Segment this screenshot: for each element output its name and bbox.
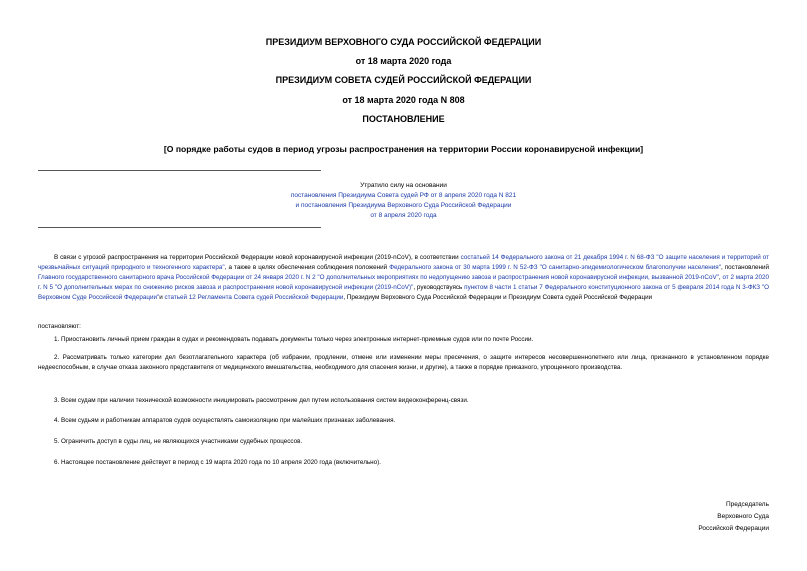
preamble-paragraph — [38, 253, 769, 303]
repeal-note-line: Утратило силу на основании — [360, 182, 447, 189]
signature-line: Верховного Суда — [717, 513, 769, 520]
law-link-52fz[interactable]: Федерального закона от 30 марта 1999 г. N 52-ФЗ "О санитарно-эпидемиологическом благополучии населения" — [389, 264, 721, 271]
repeal-link-council-decree[interactable]: постановления Президиума Совета судей РФ от 8 апреля 2020 года N 821 — [290, 192, 517, 199]
date-heading-1: от 18 марта 2020 года — [355, 56, 452, 66]
repeal-link-date[interactable]: от 8 апреля 2020 года — [370, 212, 437, 219]
signature-line: Российской Федерации — [698, 525, 769, 532]
decree-item-5: 5. Ограничить доступ в суды лиц, не являющихся участниками судебных процессов. — [54, 438, 303, 445]
preamble-text: и — [159, 294, 165, 301]
document-title: [О порядке работы судов в период угрозы распространения на территории России коронавирусной инфекции] — [163, 144, 644, 154]
law-link-sanitary-decree-2[interactable]: Главного государственного санитарного врача Российской Федерации от 24 января 2020 г. N 2 "О дополнительных мероприятиях по недопущению завоза и распространения новой коронавирусной инфекции, вызванной 2019-nCoV" — [38, 274, 719, 281]
decree-item-2: 2. Рассматривать только категории дел безотлагательного характера (об избрании, продлении, отмене или изменении меры пресечения, о защите интересов несовершеннолетнего или лица, признанного в установленном порядке недееспособным, в случае отказа законного представителя от медицинского вмешательства, необходимого для спасения жизни, и другие), а также в порядке приказного, упрощенного производства. — [38, 354, 769, 371]
preamble-text: , — [718, 274, 723, 281]
repeal-link-supreme-court-decree[interactable]: и постановления Президиума Верховного Суда Российской Федерации — [295, 202, 512, 209]
decree-item-1: 1. Приостановить личный прием граждан в судах и рекомендовать подавать документы только через электронные интернет-приемные судов или по почте России. — [54, 336, 534, 343]
decree-item-6: 6. Настоящее постановление действует в период с 19 марта 2020 года по 10 апреля 2020 года (включительно). — [54, 459, 382, 466]
decree-item-4: 4. Всем судьям и работникам аппаратов судов осуществлять самоизоляцию при малейших признаках заболевания. — [54, 417, 396, 424]
decree-label: постановляют: — [38, 323, 81, 330]
law-link-sanitary-decree-5[interactable]: от 2 марта 2020 г. N 5 "О дополнительных мерах по снижению рисков завоза и распространения новой коронавирусной инфекции (2019-nCoV)" — [38, 274, 769, 291]
divider-bottom — [38, 227, 321, 228]
preamble-text: , постановлений — [720, 264, 770, 271]
date-number-heading: от 18 марта 2020 года N 808 — [342, 95, 465, 105]
divider-top — [38, 170, 321, 171]
preamble-text: В связи с угрозой распространения на территории Российской Федерации новой коронавирусной инфекции (2019-nCoV), в соответствии — [54, 254, 461, 261]
decree-item-3: 3. Всем судам при наличии технической возможности инициировать рассмотрение дел путем использования систем видеоконференц-связи. — [54, 397, 469, 404]
preamble-text: , руководствуясь — [413, 284, 465, 291]
law-link-68fz[interactable]: состатьей 14 Федерального закона от 21 декабря 1994 г. N 68-ФЗ "О защите населения и территорий от чрезвычайных ситуаций природного и техногенного характера" — [38, 254, 769, 271]
document-type-heading: ПОСТАНОВЛЕНИЕ — [362, 114, 445, 124]
issuer-heading-supreme-court: ПРЕЗИДИУМ ВЕРХОВНОГО СУДА РОССИЙСКОЙ ФЕДЕРАЦИИ — [265, 37, 542, 47]
preamble-text: , а также в целях обеспечения соблюдения положений — [224, 264, 390, 271]
issuer-heading-judges-council: ПРЕЗИДИУМ СОВЕТА СУДЕЙ РОССИЙСКОЙ ФЕДЕРАЦИИ — [275, 75, 532, 85]
law-link-council-regulation[interactable]: статьей 12 Регламента Совета судей Российской Федерации — [164, 294, 344, 301]
preamble-text: , Президиум Верховного Суда Российской Федерации и Президиум Совета судей Российской Федерации — [343, 294, 653, 301]
law-link-3fkz[interactable]: пунктом 8 части 1 статьи 7 Федерального конституционного закона от 5 февраля 2014 года N 3-ФКЗ "О Верховном Суде Российской Федерации" — [38, 284, 769, 301]
signature-line: Председатель — [725, 501, 769, 508]
repeal-note — [0, 181, 807, 221]
signature-block — [698, 499, 769, 535]
